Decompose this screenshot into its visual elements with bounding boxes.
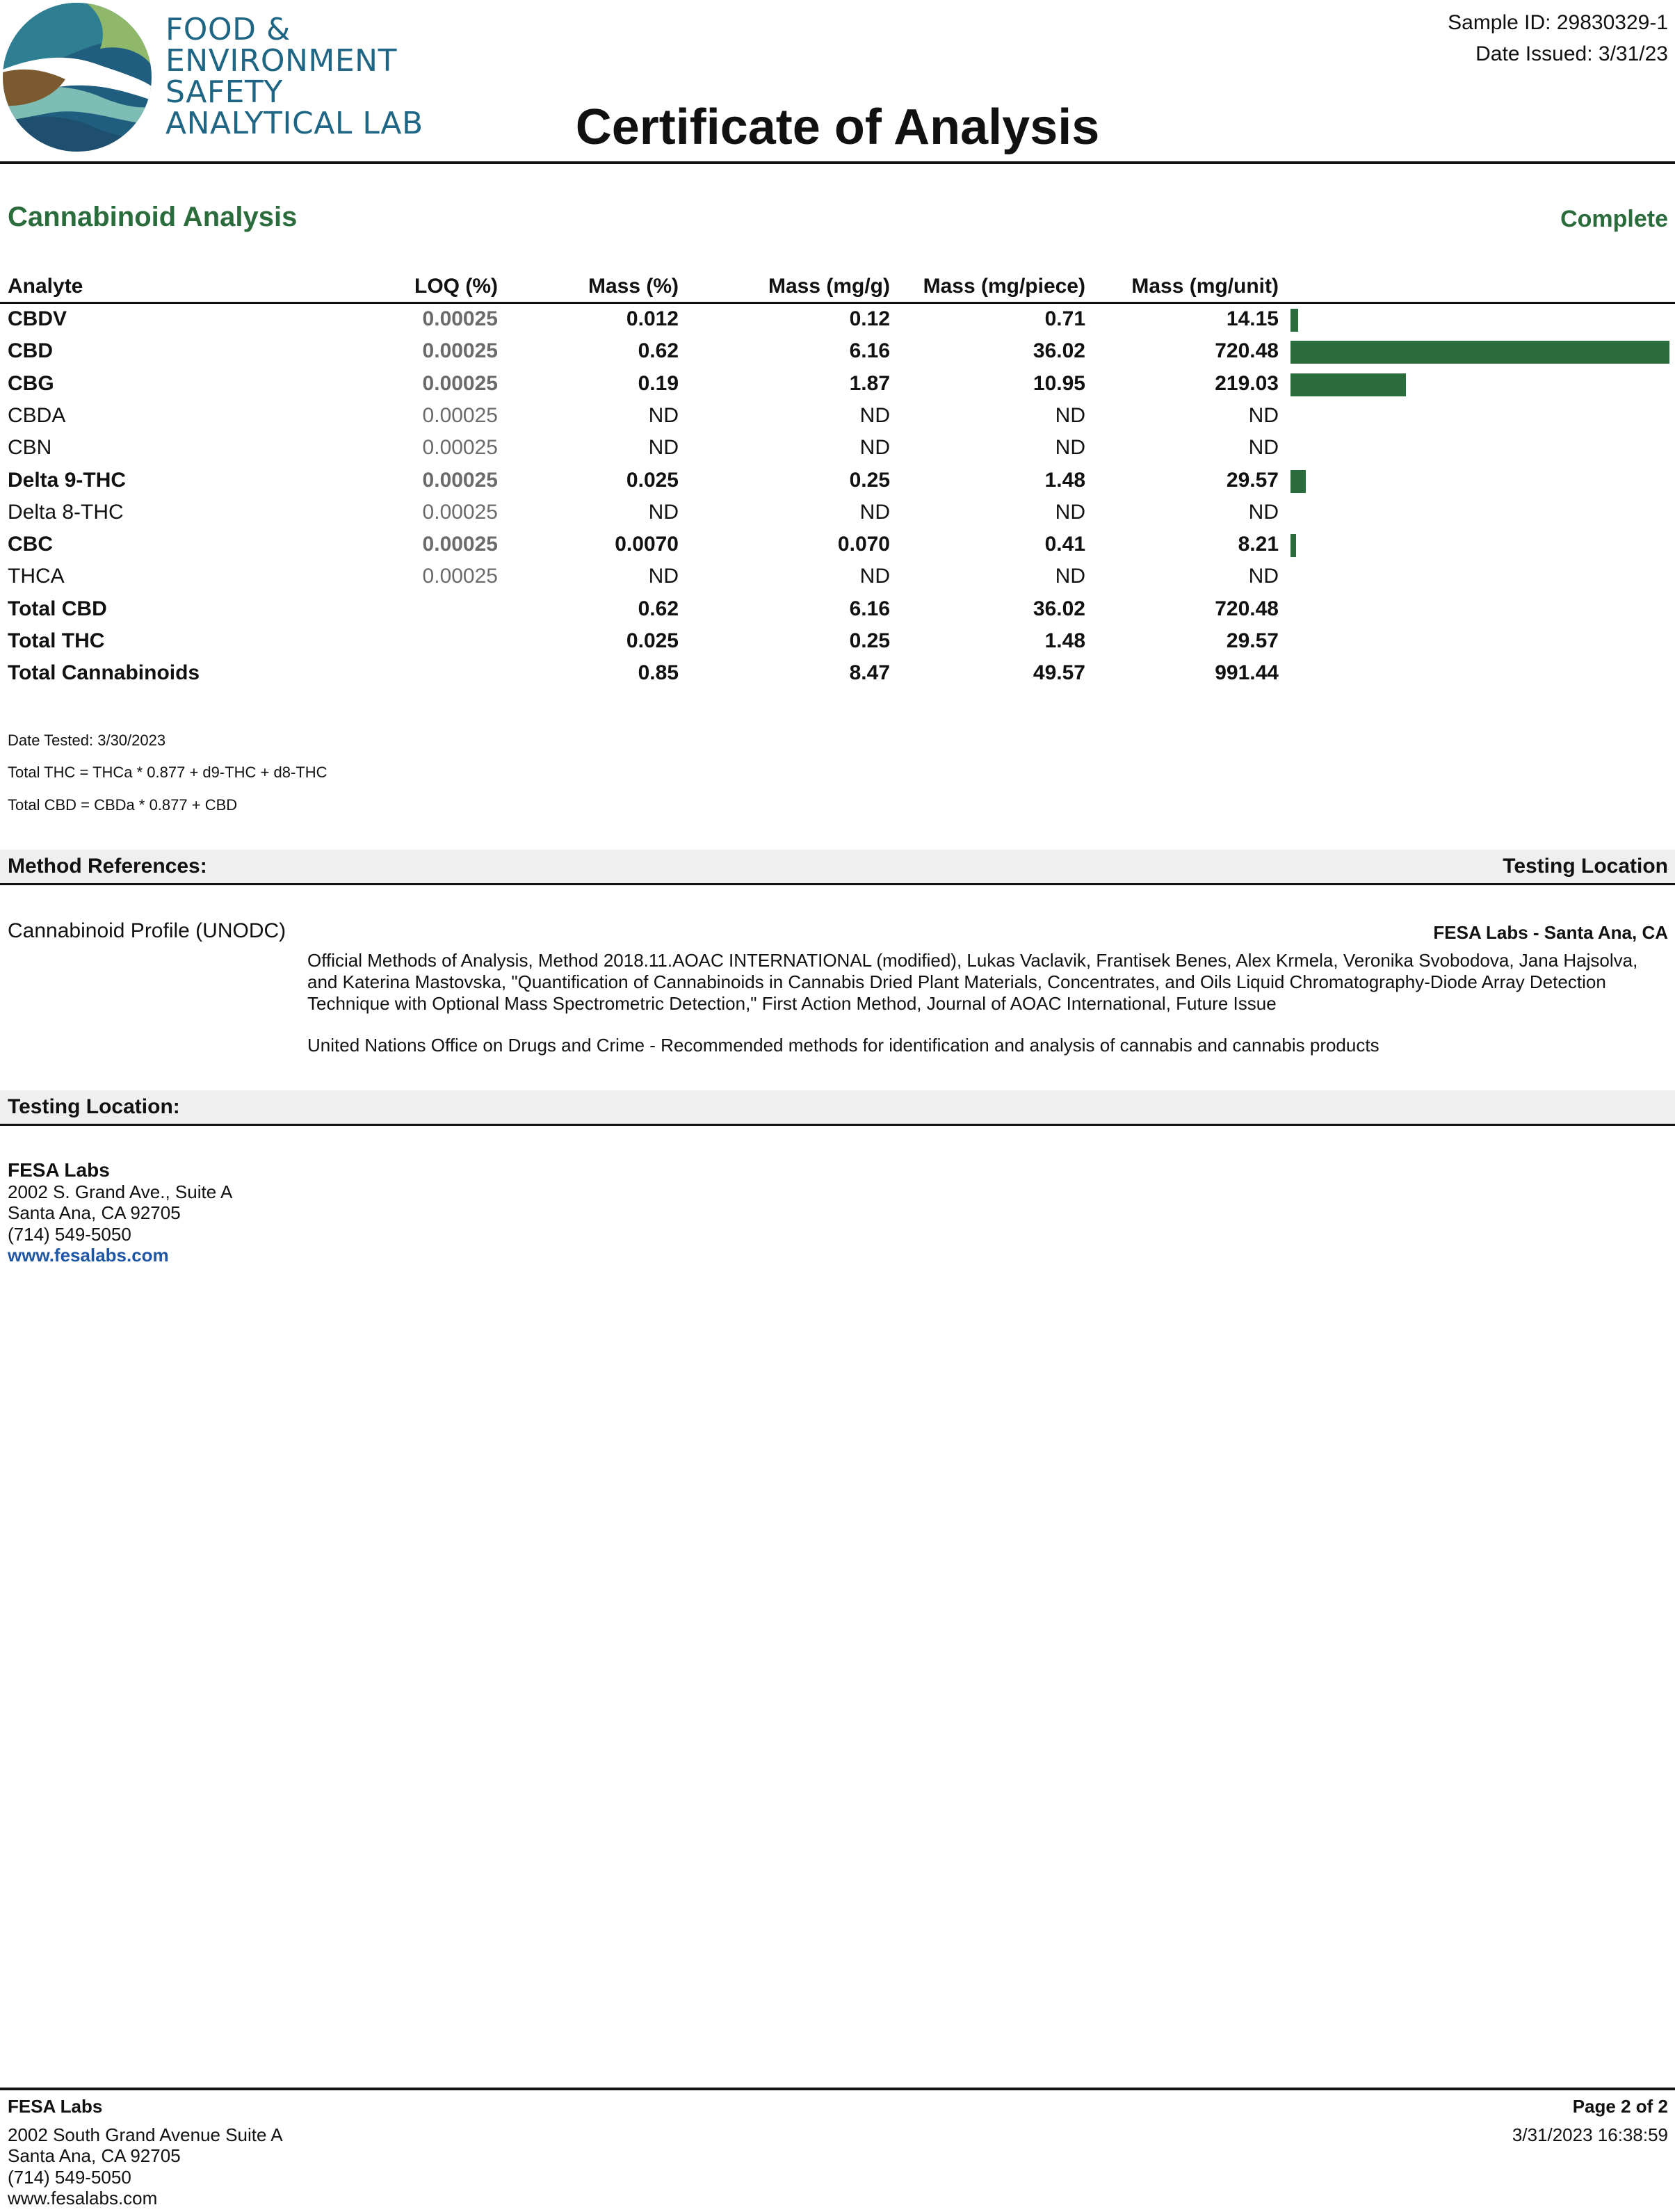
lab-website-link[interactable]: www.fesalabs.com: [8, 1245, 169, 1266]
cell-mg-unit: ND: [1248, 500, 1279, 524]
date-issued: Date Issued: 3/31/23: [1475, 42, 1668, 65]
cell-loq: 0.00025: [422, 436, 498, 460]
cell-mass-pct: ND: [648, 403, 679, 427]
col-header-analyte: Analyte: [8, 275, 83, 298]
table-row: [0, 303, 1675, 335]
mass-bar: [1290, 534, 1296, 557]
lab-name: FESA Labs: [8, 1159, 110, 1181]
cell-analyte: Total THC: [8, 629, 105, 652]
total-cbd-formula: Total CBD = CBDa * 0.877 + CBD: [8, 796, 238, 814]
cell-mass-pct: 0.025: [626, 468, 679, 492]
cell-mg-unit: 219.03: [1215, 371, 1279, 395]
table-row: [0, 335, 1675, 367]
cell-mg-piece: 36.02: [1033, 339, 1085, 363]
footer-phone: (714) 549-5050: [8, 2166, 131, 2188]
cell-mass-pct: 0.025: [626, 629, 679, 652]
table-row: [0, 593, 1675, 625]
cell-analyte: Delta 9-THC: [8, 468, 127, 492]
method-name: Cannabinoid Profile (UNODC): [8, 919, 286, 942]
cell-mass-pct: 0.85: [638, 661, 679, 685]
cell-mg-g: 6.16: [849, 597, 890, 620]
cell-mg-unit: 720.48: [1215, 339, 1279, 363]
cell-mg-piece: 36.02: [1033, 597, 1085, 620]
method-reference-aoac: Official Methods of Analysis, Method 2018.11.AOAC INTERNATIONAL (modified), Lukas Vaclavik, Frantisek Benes, Alex Krmela, Veronika Svobodova, Jana Hajsolva, and Katerina Mastovska, "Quantification of Cannabinoids in Cannabis Dried Plant Materials, Concentrates, and Oils Liquid Chromatography-Diode Array Detection Technique with Optional Mass Spectrometric Detection," First Action Method, Journal of AOAC International, Future Issue: [307, 950, 1638, 1014]
cell-loq: 0.00025: [422, 339, 498, 363]
cell-mg-piece: ND: [1055, 403, 1085, 427]
section-title: Cannabinoid Analysis: [8, 202, 298, 232]
cell-mass-pct: 0.19: [638, 371, 679, 395]
method-location: FESA Labs - Santa Ana, CA: [1433, 922, 1668, 943]
footer-page-info: [1512, 2096, 1668, 2145]
col-header-loq: LOQ (%): [414, 275, 498, 298]
table-row: [0, 625, 1675, 657]
cell-analyte: CBDA: [8, 403, 66, 427]
footer-divider: [0, 2088, 1675, 2090]
cell-loq: 0.00025: [422, 371, 498, 395]
cell-mass-pct: 0.62: [638, 597, 679, 620]
col-header-mass-mg-g: Mass (mg/g): [768, 275, 890, 298]
cell-analyte: Delta 8-THC: [8, 500, 124, 524]
cell-mg-piece: 1.48: [1044, 468, 1085, 492]
mass-bar: [1290, 309, 1298, 332]
cell-mg-unit: 991.44: [1215, 661, 1279, 685]
cell-mg-g: ND: [859, 565, 890, 588]
table-row: [0, 528, 1675, 560]
logo-line: ENVIRONMENT: [165, 43, 397, 79]
cell-loq: 0.00025: [422, 500, 498, 524]
cell-mg-g: 0.25: [849, 468, 890, 492]
table-row: [0, 560, 1675, 592]
testing-location-label: Testing Location: [1503, 855, 1668, 878]
cell-loq: 0.00025: [422, 565, 498, 588]
cell-mg-g: 0.25: [849, 629, 890, 652]
table-row: [0, 368, 1675, 400]
cell-analyte: CBC: [8, 533, 53, 556]
mass-bar: [1290, 341, 1669, 364]
table-row: [0, 465, 1675, 497]
cell-mg-unit: 8.21: [1238, 533, 1279, 556]
cell-mg-piece: 49.57: [1033, 661, 1085, 685]
col-header-mass-mg-unit: Mass (mg/unit): [1131, 275, 1279, 298]
logo-line: SAFETY: [165, 74, 283, 110]
total-thc-formula: Total THC = THCa * 0.877 + d9-THC + d8-THC: [8, 764, 327, 781]
logo-line: ANALYTICAL LAB: [165, 106, 423, 141]
footer-city: Santa Ana, CA 92705: [8, 2145, 181, 2166]
cell-analyte: Total CBD: [8, 597, 107, 620]
document-meta: [1448, 7, 1668, 70]
cell-mg-g: 0.070: [837, 533, 890, 556]
footer-website: www.fesalabs.com: [8, 2188, 158, 2209]
footer-address: [8, 2096, 283, 2209]
method-references-label: Method References:: [8, 855, 207, 878]
lab-phone: (714) 549-5050: [8, 1223, 131, 1245]
cell-analyte: CBDV: [8, 307, 67, 330]
method-band-divider: [0, 883, 1675, 885]
status-badge: Complete: [1560, 206, 1668, 232]
cell-mg-piece: 1.48: [1044, 629, 1085, 652]
cell-loq: 0.00025: [422, 307, 498, 330]
cell-mg-g: 0.12: [849, 307, 890, 330]
cell-mg-unit: 720.48: [1215, 597, 1279, 620]
cell-mg-unit: 29.57: [1226, 629, 1279, 652]
cell-analyte: CBD: [8, 339, 53, 363]
table-row: [0, 432, 1675, 464]
logo-line: FOOD &: [165, 12, 291, 47]
col-header-mass-mg-piece: Mass (mg/piece): [923, 275, 1085, 298]
cell-mg-piece: ND: [1055, 436, 1085, 460]
lab-street: 2002 S. Grand Ave., Suite A: [8, 1181, 233, 1202]
col-header-mass-pct: Mass (%): [588, 275, 679, 298]
mass-bar: [1290, 373, 1406, 396]
cell-mg-g: 1.87: [849, 371, 890, 395]
cell-loq: 0.00025: [422, 533, 498, 556]
cell-mg-g: 6.16: [849, 339, 890, 363]
method-reference-unodc: United Nations Office on Drugs and Crime - Recommended methods for identification and analysis of cannabis and cannabis products: [307, 1035, 1379, 1056]
results-table-header: [0, 273, 1675, 300]
cell-mass-pct: 0.012: [626, 307, 679, 330]
testing-location-heading: Testing Location:: [8, 1095, 180, 1118]
cell-loq: 0.00025: [422, 403, 498, 427]
page-title: Certificate of Analysis: [575, 99, 1100, 155]
date-tested: Date Tested: 3/30/2023: [8, 732, 166, 749]
cell-analyte: CBN: [8, 436, 52, 460]
footer-lab-name: FESA Labs: [8, 2096, 103, 2117]
print-timestamp: 3/31/2023 16:38:59: [1512, 2124, 1668, 2145]
cell-mg-unit: ND: [1248, 436, 1279, 460]
page-number: Page 2 of 2: [1572, 2096, 1668, 2117]
cell-mg-piece: 10.95: [1033, 371, 1085, 395]
cell-mg-piece: 0.71: [1044, 307, 1085, 330]
table-row: [0, 497, 1675, 528]
mass-bar: [1290, 470, 1306, 493]
table-row: [0, 400, 1675, 432]
cell-mg-piece: 0.41: [1044, 533, 1085, 556]
cell-mg-unit: 29.57: [1226, 468, 1279, 492]
cell-loq: 0.00025: [422, 468, 498, 492]
sample-id: Sample ID: 29830329-1: [1448, 11, 1668, 34]
cell-mass-pct: ND: [648, 500, 679, 524]
lab-city: Santa Ana, CA 92705: [8, 1202, 181, 1223]
testing-location-band: [0, 1090, 1675, 1124]
footer-street: 2002 South Grand Avenue Suite A: [8, 2124, 283, 2145]
cell-mg-unit: ND: [1248, 565, 1279, 588]
cell-analyte: THCA: [8, 565, 65, 588]
cell-mg-unit: ND: [1248, 403, 1279, 427]
cell-mass-pct: 0.0070: [615, 533, 679, 556]
cell-mg-piece: ND: [1055, 565, 1085, 588]
cell-mg-piece: ND: [1055, 500, 1085, 524]
header-divider: [0, 161, 1675, 164]
testing-location-address: [8, 1160, 232, 1266]
cell-mg-g: 8.47: [849, 661, 890, 685]
method-references-band: [0, 850, 1675, 883]
cell-analyte: CBG: [8, 371, 54, 395]
cell-mg-g: ND: [859, 403, 890, 427]
cell-mass-pct: 0.62: [638, 339, 679, 363]
cell-mg-unit: 14.15: [1226, 307, 1279, 330]
cell-mg-g: ND: [859, 500, 890, 524]
cell-mass-pct: ND: [648, 565, 679, 588]
cell-analyte: Total Cannabinoids: [8, 661, 200, 685]
cell-mg-g: ND: [859, 436, 890, 460]
table-row: [0, 657, 1675, 689]
testing-location-divider: [0, 1124, 1675, 1126]
cell-mass-pct: ND: [648, 436, 679, 460]
